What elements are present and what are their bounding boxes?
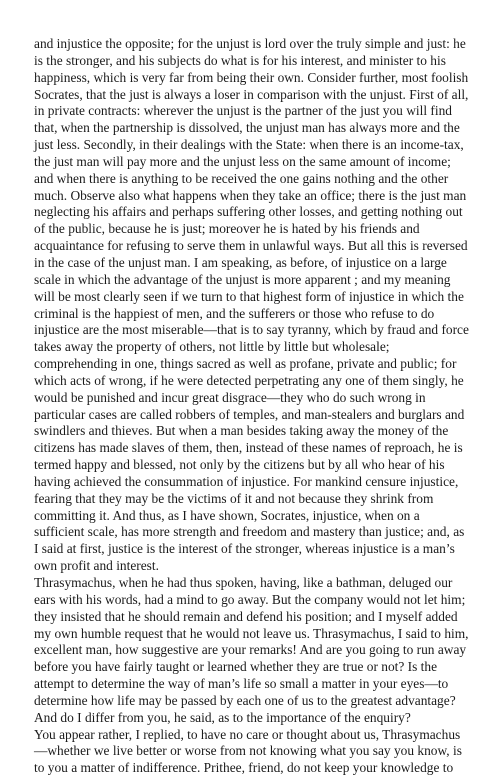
paragraph-1: and injustice the opposite; for the unjust is lord over the truly simple and just: he is the stronger, and his subjects do what is for his interest, and minister to his happiness, which is very far from being their own. Consider further, most foolish Socrates, that the just is always a loser in comparison with the unjust. First of all, in private contracts: wherever the unjust is the partner of the just you will find that, when the partnership is dissolved, the unjust man has always more and the just less. Secondly, in their dealings with the State: when there is an income-tax, the just man will pay more and the unjust less on the same amount of income; and when there is anything to be received the one gains nothing and the other much. Observe also what happens when they take an office; there is the just man neglecting his affairs and perhaps suffering other losses, and getting nothing out of the public, because he is just; moreover he is hated by his friends and acquaintance for refusing to serve them in unlawful ways. But all this is reversed in the case of the unjust man. I am speaking, as before, of injustice on a large scale in which the advantage of the unjust is more apparent ; and my meaning will be most clearly seen if we turn to that highest form of injustice in which the criminal is the happiest of men, and the sufferers or those who refuse to do injustice are the most miserable—that is to say tyranny, which by fraud and force takes away the property of others, not little by little but wholesale; comprehending in one, things sacred as well as profane, private and public; for which acts of wrong, if he were detected perpetrating any one of them singly, he would be punished and incur great disgrace—they who do such wrong in particular cases are called robbers of temples, and man-stealers and burglars and swindlers and thieves. But when a man besides taking away the money of the citizens has made slaves of them, then, instead of these names of reproach, he is termed happy and blessed, not only by the citizens but by all who hear of his having achieved the consummation of injustice. For mankind censure injustice, fearing that they may be the victims of it and not because they shrink from committing it. And thus, as I have shown, Socrates, injustice, when on a sufficient scale, has more strength and freedom and mastery than justice; and, as I said at first, justice is the interest of the stronger, whereas injustice is a man’s own profit and interest. — [34, 36, 469, 574]
paragraph-2: Thrasymachus, when he had thus spoken, having, like a bathman, deluged our ears with his words, had a mind to go away. But the company would not let him; they insisted that he should remain and defend his position; and I myself added my own humble request that he would not leave us. Thrasymachus, I said to him, excellent man, how suggestive are your remarks! And are you going to run away before you have fairly taught or learned whether they are true or not? Is the attempt to determine the way of man’s life so small a matter in your eyes—to determine how life may be passed by each one of us to the greatest advantage? — [34, 575, 469, 708]
paragraph-4: You appear rather, I replied, to have no care or thought about us, Thrasymachus—whether we live better or worse from not knowing what you say you know, is to you a matter of indifference. Prithee, friend, do not keep your knowledge to — [34, 726, 462, 776]
body-text — [34, 36, 470, 777]
paragraph-3: And do I differ from you, he said, as to the importance of the enquiry? — [34, 709, 411, 725]
